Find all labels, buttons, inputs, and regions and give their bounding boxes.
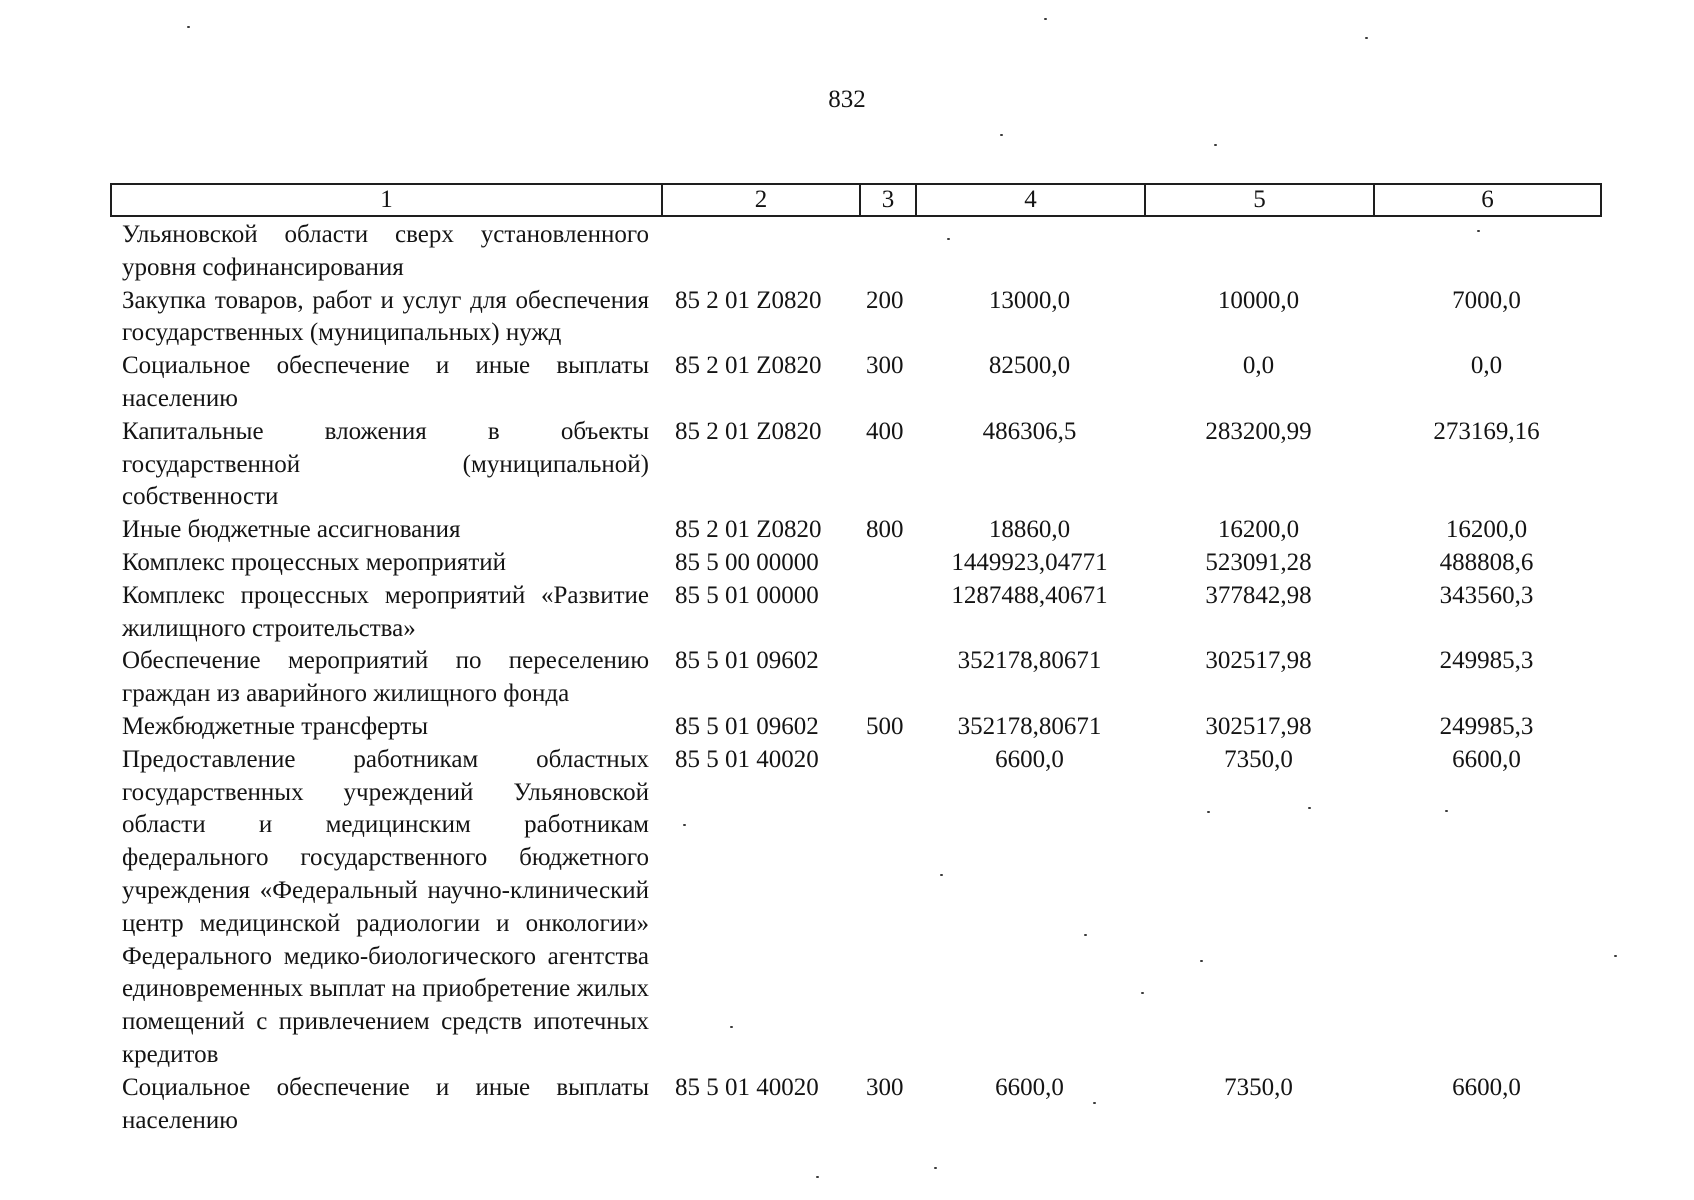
scan-speck [940, 874, 943, 876]
row-description: Предоставление работникам областных государственных учреждений Ульяновской области и медицинским работникам федерального государственного бюджетного учреждения «Федеральный научно-клинический центр медицинской радиологии и онкологии» Федерального медико-биологического агентства единовременных выплат на приобретение жилых помещений с привлечением средств ипотечных кредитов [122, 745, 649, 1068]
amount-col6-cell: 488808,6 [1439, 548, 1534, 576]
amount-col6-cell: 273169,16 [1433, 417, 1540, 445]
amount-col6-cell: 343560,3 [1439, 581, 1534, 609]
expense-type-cell [859, 547, 915, 580]
amount-col4-cell: 18860,0 [988, 516, 1071, 544]
table-row [110, 219, 1600, 285]
scan-speck [1084, 934, 1087, 936]
row-description: Обеспечение мероприятий по переселению граждан из аварийного жилищного фонда [122, 647, 649, 708]
table-row [110, 1072, 1600, 1138]
amount-col5-cell: 0,0 [1242, 352, 1275, 380]
target-code-cell [661, 219, 859, 285]
scan-speck [1200, 960, 1203, 962]
row-description: Социальное обеспечение и иные выплаты населению [122, 1073, 649, 1134]
scan-speck [1207, 811, 1210, 813]
scan-speck [1000, 134, 1003, 136]
amount-col6-cell: 249985,3 [1439, 712, 1534, 740]
expense-type-cell: 400 [866, 417, 904, 445]
expense-type-cell [859, 580, 915, 646]
row-description: Социальное обеспечение и иные выплаты населению [122, 352, 649, 412]
scan-speck [934, 1167, 937, 1169]
amount-col6-cell: 6600,0 [1452, 745, 1521, 773]
scan-speck [1044, 18, 1047, 20]
scan-speck [1614, 955, 1617, 957]
scan-speck [683, 824, 686, 826]
scan-speck [1308, 807, 1311, 809]
row-description: Комплекс процессных мероприятий «Развитие жилищного строительства» [122, 581, 649, 642]
budget-table [110, 219, 1600, 1137]
scan-speck [816, 1176, 819, 1178]
scan-speck [1093, 1102, 1096, 1104]
amount-col4-cell: 1287488,40671 [951, 581, 1108, 609]
scan-speck [1141, 992, 1144, 994]
column-header-5: 5 [1145, 184, 1374, 216]
amount-col6-cell: 249985,3 [1439, 647, 1534, 675]
target-code-cell: 85 5 01 40020 [675, 1073, 819, 1101]
scan-speck [1477, 230, 1480, 232]
column-header-3: 3 [860, 184, 916, 216]
amount-col6-cell: 6600,0 [1452, 1073, 1521, 1101]
amount-col6-cell: 16200,0 [1445, 516, 1528, 544]
amount-col4-cell: 13000,0 [988, 286, 1071, 314]
expense-type-cell: 300 [866, 352, 904, 380]
amount-col5-cell: 16200,0 [1217, 516, 1300, 544]
target-code-cell: 85 2 01 Z0820 [675, 352, 822, 380]
column-header-6: 6 [1374, 184, 1601, 216]
scan-speck [1214, 144, 1217, 146]
target-code-cell: 85 5 00 00000 [675, 548, 819, 576]
amount-col5-cell: 377842,98 [1205, 581, 1312, 609]
amount-col6-cell [1373, 219, 1600, 285]
page-number: 832 [828, 86, 866, 113]
expense-type-cell [859, 645, 915, 711]
row-description: Закупка товаров, работ и услуг для обеспечения государственных (муниципальных) нужд [122, 286, 649, 347]
target-code-cell: 85 2 01 Z0820 [675, 417, 822, 445]
column-header-2: 2 [662, 184, 860, 216]
amount-col4-cell: 82500,0 [988, 352, 1071, 380]
amount-col4-cell: 352178,80671 [957, 712, 1102, 740]
scan-speck [187, 26, 190, 28]
target-code-cell: 85 5 01 09602 [675, 712, 819, 740]
amount-col5-cell: 283200,99 [1205, 417, 1312, 445]
table-row [110, 645, 1600, 711]
expense-type-cell: 500 [866, 712, 904, 740]
table-row [110, 416, 1600, 514]
target-code-cell: 85 2 01 Z0820 [675, 516, 822, 544]
scan-speck [1365, 37, 1368, 39]
amount-col5-cell: 302517,98 [1205, 712, 1312, 740]
column-header-4: 4 [916, 184, 1145, 216]
amount-col5-cell: 10000,0 [1217, 286, 1300, 314]
scan-speck [947, 238, 950, 240]
target-code-cell: 85 5 01 40020 [675, 745, 819, 773]
table-row [110, 285, 1600, 351]
amount-col6-cell: 7000,0 [1452, 286, 1521, 314]
amount-col5-cell: 7350,0 [1224, 1073, 1293, 1101]
amount-col5-cell: 523091,28 [1205, 548, 1312, 576]
amount-col5-cell: 7350,0 [1224, 745, 1293, 773]
column-header-row [110, 183, 1602, 217]
expense-type-cell: 800 [866, 516, 904, 544]
amount-col4-cell: 486306,5 [982, 417, 1077, 445]
amount-col5-cell [1144, 219, 1373, 285]
target-code-cell: 85 2 01 Z0820 [675, 286, 822, 314]
amount-col6-cell: 0,0 [1470, 352, 1503, 380]
table-row [110, 711, 1600, 744]
row-description: Комплекс процессных мероприятий [122, 548, 507, 576]
amount-col4-cell [915, 219, 1144, 285]
scan-speck [730, 1026, 733, 1028]
scan-speck [1445, 810, 1448, 812]
expense-type-cell: 300 [866, 1073, 904, 1101]
column-header-1: 1 [111, 184, 662, 216]
amount-col4-cell: 1449923,04771 [951, 548, 1108, 576]
amount-col4-cell: 6600,0 [995, 1073, 1064, 1101]
row-description: Межбюджетные трансферты [122, 712, 429, 740]
table-row [110, 514, 1600, 547]
row-description: Ульяновской области сверх установленного уровня софинансирования [122, 221, 649, 281]
row-description: Иные бюджетные ассигнования [122, 516, 461, 544]
amount-col4-cell: 6600,0 [995, 745, 1064, 773]
expense-type-cell [859, 219, 915, 285]
expense-type-cell [859, 744, 915, 1072]
target-code-cell: 85 5 01 00000 [675, 581, 819, 609]
table-row [110, 744, 1600, 1072]
amount-col4-cell: 352178,80671 [957, 647, 1102, 675]
amount-col5-cell: 302517,98 [1205, 647, 1312, 675]
expense-type-cell: 200 [866, 286, 904, 314]
table-row [110, 580, 1600, 646]
row-description: Капитальные вложения в объекты государственной (муниципальной) собственности [122, 417, 649, 511]
table-row [110, 350, 1600, 416]
target-code-cell: 85 5 01 09602 [675, 647, 819, 675]
table-row [110, 547, 1600, 580]
